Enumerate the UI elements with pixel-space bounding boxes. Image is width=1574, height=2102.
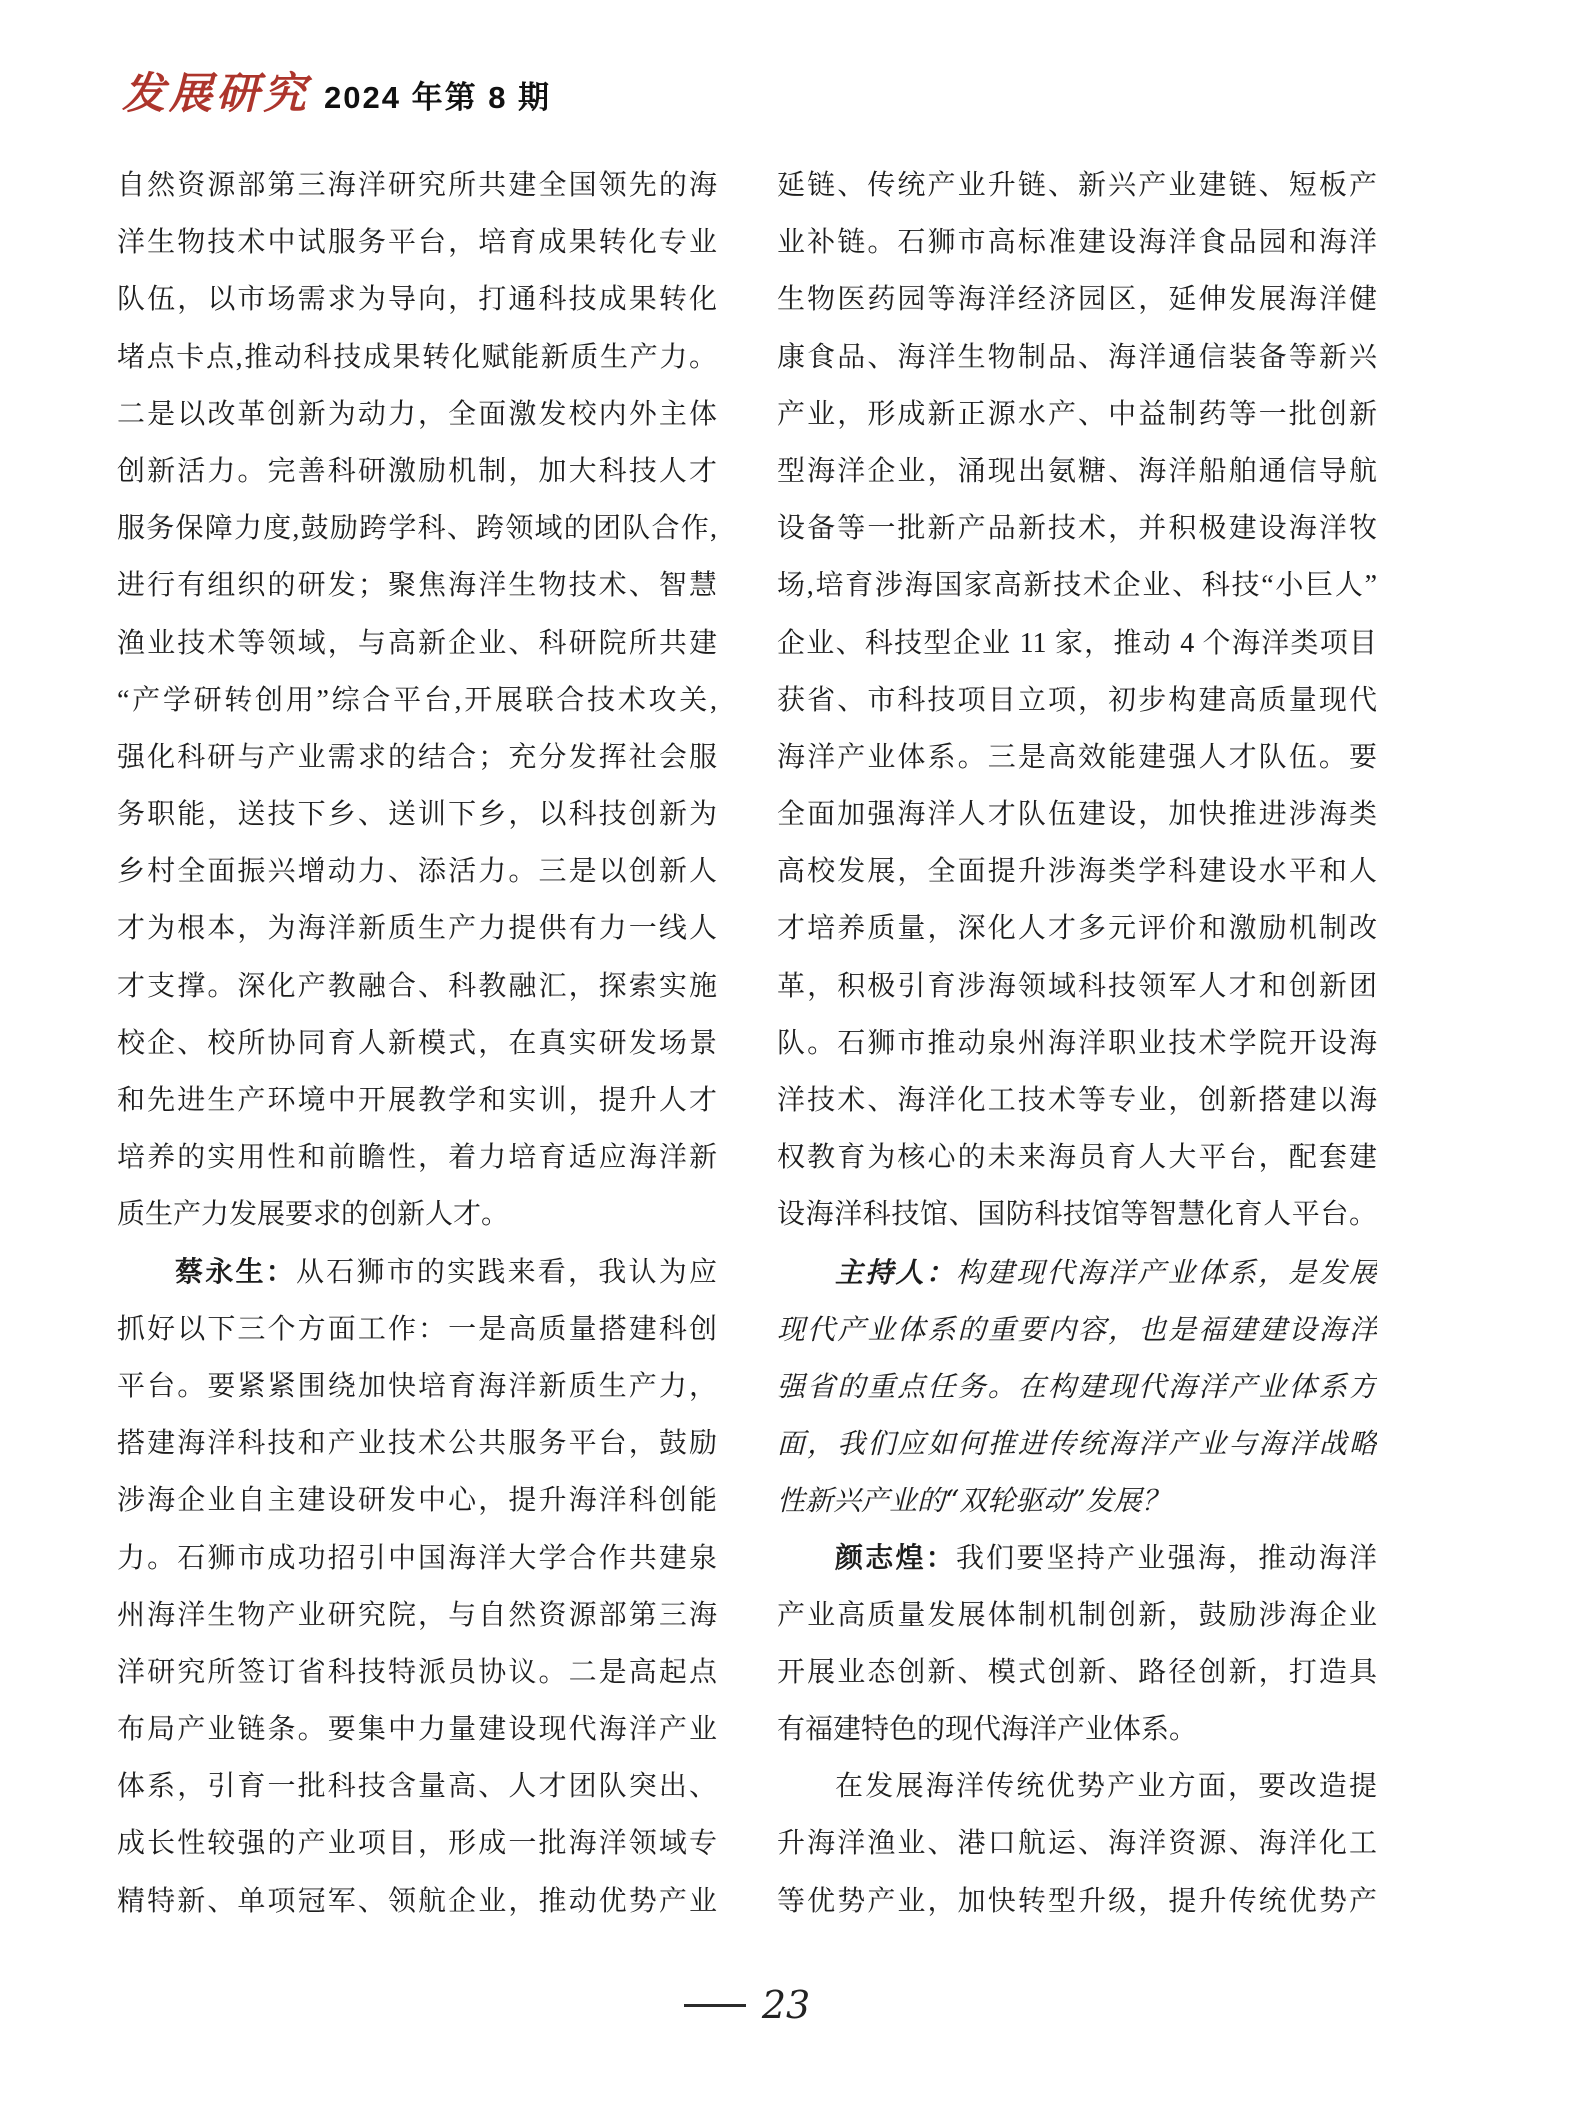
text-line: 抓好以下三个方面工作：一是高质量搭建科创 (117, 1313, 717, 1345)
left-column (117, 157, 717, 1930)
text-line: 州海洋生物产业研究院，与自然资源部第三海 (117, 1599, 717, 1631)
text-line: 队。石狮市推动泉州海洋职业技术学院开设海 (777, 1027, 1377, 1059)
text-line: 革，积极引育涉海领域科技领军人才和创新团 (777, 970, 1377, 1002)
text-line: 才支撑。深化产教融合、科教融汇，探索实施 (117, 970, 717, 1002)
text-line: 生物医药园等海洋经济园区，延伸发展海洋健 (777, 284, 1377, 316)
text-line: 蔡永生：从石狮市的实践来看，我认为应 (175, 1256, 717, 1288)
text-line: 颜志煌：我们要坚持产业强海，推动海洋 (835, 1542, 1377, 1574)
footer-rule (684, 2004, 746, 2007)
text-line: 二是以改革创新为动力，全面激发校内外主体 (117, 398, 717, 430)
text-line: 才为根本，为海洋新质生产力提供有力一线人 (117, 913, 717, 945)
article-body (117, 157, 1377, 1930)
text-line: 延链、传统产业升链、新兴产业建链、短板产 (777, 170, 1377, 201)
text-line: 平台。要紧紧围绕加快培育海洋新质生产力， (117, 1370, 717, 1402)
text-line: 面，我们应如何推进传统海洋产业与海洋战略 (777, 1427, 1377, 1461)
text-line: 强省的重点任务。在构建现代海洋产业体系方 (777, 1369, 1377, 1403)
text-line: 全面加强海洋人才队伍建设，加快推进涉海类 (777, 799, 1377, 831)
text-line: 升海洋渔业、港口航运、海洋资源、海洋化工 (777, 1828, 1377, 1860)
text-line: 现代产业体系的重要内容，也是福建建设海洋 (777, 1312, 1377, 1346)
text-line: 进行有组织的研发；聚焦海洋生物技术、智慧 (117, 570, 717, 602)
text-line: 涉海企业自主建设研发中心，提升海洋科创能 (117, 1485, 717, 1517)
text-line: 渔业技术等领域，与高新企业、科研院所共建 (117, 627, 717, 659)
text-line: 企业、科技型企业 11 家，推动 4 个海洋类项目 (777, 627, 1377, 659)
text-line: 设备等一批新产品新技术，并积极建设海洋牧 (777, 513, 1377, 545)
text-line: 在发展海洋传统优势产业方面，要改造提 (835, 1771, 1377, 1803)
text-line: 服务保障力度,鼓励跨学科、跨领域的团队合作, (117, 513, 717, 545)
right-column (777, 157, 1377, 1930)
text-line: 队伍，以市场需求为导向，打通科技成果转化 (117, 284, 717, 316)
text-line: 堵点卡点,推动科技成果转化赋能新质生产力。 (117, 341, 717, 373)
page-footer (117, 1983, 1377, 2027)
speaker-name: 主持人： (835, 1255, 956, 1289)
page-number: 23 (761, 1983, 811, 2027)
text-line: 康食品、海洋生物制品、海洋通信装备等新兴 (777, 341, 1377, 373)
text-line: 体系，引育一批科技含量高、人才团队突出、 (117, 1771, 717, 1803)
text-line: 获省、市科技项目立项，初步构建高质量现代 (777, 684, 1377, 716)
journal-name: 发展研究 (122, 69, 310, 119)
text-line: 务职能，送技下乡、送训下乡，以科技创新为 (117, 799, 717, 831)
text-line: 成长性较强的产业项目，形成一批海洋领域专 (117, 1828, 717, 1860)
speaker-name: 颜志煌： (835, 1542, 956, 1574)
text-line: 主持人：构建现代海洋产业体系，是发展 (835, 1255, 1377, 1289)
text-line: 业补链。石狮市高标准建设海洋食品园和海洋 (777, 227, 1377, 259)
text-line: “产学研转创用”综合平台,开展联合技术攻关, (117, 684, 717, 716)
text-line: 产业高质量发展体制机制创新，鼓励涉海企业 (777, 1599, 1377, 1631)
text-line: 创新活力。完善科研激励机制，加大科技人才 (117, 455, 717, 487)
text-line: 开展业态创新、模式创新、路径创新，打造具 (777, 1656, 1377, 1688)
text-line: 权教育为核心的未来海员育人大平台，配套建 (777, 1142, 1377, 1174)
text-line: 高校发展，全面提升涉海类学科建设水平和人 (777, 856, 1377, 888)
text-line: 力。石狮市成功招引中国海洋大学合作共建泉 (117, 1542, 717, 1574)
text-line: 强化科研与产业需求的结合；充分发挥社会服 (117, 741, 717, 773)
text-line: 校企、校所协同育人新模式，在真实研发场景 (117, 1027, 717, 1059)
page-header (122, 60, 551, 121)
text-line: 搭建海洋科技和产业技术公共服务平台，鼓励 (117, 1428, 717, 1460)
text-line: 设海洋科技馆、国防科技馆等智慧化育人平台。 (777, 1199, 1377, 1231)
text-line: 布局产业链条。要集中力量建设现代海洋产业 (117, 1714, 717, 1746)
text-line: 洋研究所签订省科技特派员协议。二是高起点 (117, 1656, 717, 1688)
text-line: 场,培育涉海国家高新技术企业、科技“小巨人” (777, 570, 1377, 602)
text-line: 等优势产业，加快转型升级，提升传统优势产 (777, 1885, 1377, 1917)
text-line: 洋生物技术中试服务平台，培育成果转化专业 (117, 227, 717, 259)
speaker-name: 蔡永生： (175, 1256, 296, 1288)
text-line: 有福建特色的现代海洋产业体系。 (777, 1714, 1198, 1746)
text-line: 自然资源部第三海洋研究所共建全国领先的海 (117, 170, 717, 201)
text-line: 型海洋企业，涌现出氨糖、海洋船舶通信导航 (777, 455, 1377, 487)
text-line: 和先进生产环境中开展教学和实训，提升人才 (117, 1085, 717, 1116)
text-line: 性新兴产业的“双轮驱动”发展？ (777, 1484, 1170, 1518)
text-line: 质生产力发展要求的创新人才。 (117, 1199, 510, 1231)
text-line: 海洋产业体系。三是高效能建强人才队伍。要 (777, 741, 1377, 773)
text-line: 才培养质量，深化人才多元评价和激励机制改 (777, 913, 1377, 945)
issue-label: 2024 年第 8 期 (324, 80, 552, 115)
text-line: 精特新、单项冠军、领航企业，推动优势产业 (117, 1885, 717, 1917)
text-line: 洋技术、海洋化工技术等专业，创新搭建以海 (777, 1085, 1377, 1116)
text-line: 乡村全面振兴增动力、添活力。三是以创新人 (117, 856, 717, 888)
text-line: 产业，形成新正源水产、中益制药等一批创新 (777, 398, 1377, 430)
text-line: 培养的实用性和前瞻性，着力培育适应海洋新 (117, 1142, 717, 1174)
